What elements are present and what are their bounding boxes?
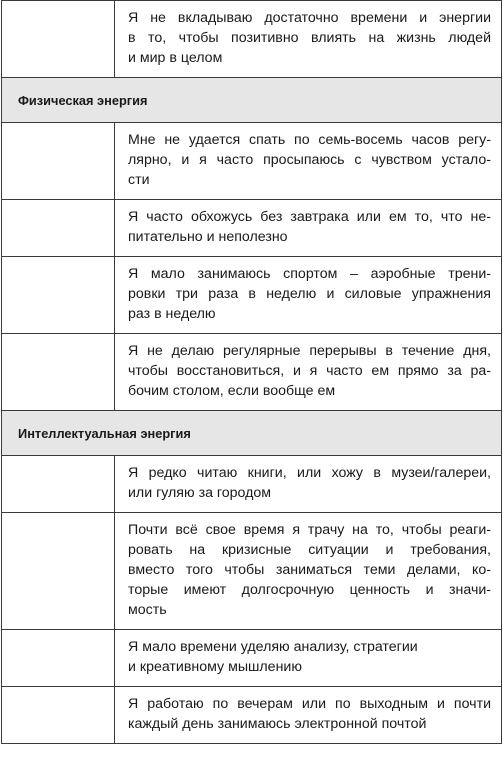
assessment-table <box>1 0 502 744</box>
table-row <box>2 630 502 687</box>
statement-line: Я часто обхожусь без завтрака или ем то, что не- <box>128 209 491 225</box>
statement-cell <box>115 513 502 630</box>
statement-line: Мне не удается спать по семь-восемь часов регу- <box>128 132 491 148</box>
statement-line: или гуляю за городом <box>128 485 272 501</box>
statement-line: Я работаю по вечерам или по выходным и почти <box>128 696 491 712</box>
statement-line: Я мало занимаюсь спортом – аэробные трени- <box>128 266 491 282</box>
statement-line: каждый день занимаюсь электронной почтой <box>128 716 427 732</box>
checkbox-cell <box>2 1 115 78</box>
section-header-row <box>2 411 502 456</box>
checkbox-cell <box>2 257 115 334</box>
statement-line: раз в неделю <box>128 306 216 322</box>
statement-line: Я не вкладываю достаточно времени и энергии <box>128 10 491 26</box>
statement-cell <box>115 123 502 200</box>
statement-cell <box>115 630 502 687</box>
checkbox-cell <box>2 687 115 744</box>
statement-line: ровки три раза в неделю и силовые упражнения <box>128 286 491 302</box>
statement-line: ровать на кризисные ситуации и требования, <box>128 542 491 558</box>
statement-line: Я не делаю регулярные перерывы в течение дня, <box>128 343 491 359</box>
table-row <box>2 1 502 78</box>
statement-line: торые имеют долгосрочную ценность и значи- <box>128 582 491 598</box>
statement-cell <box>115 1 502 78</box>
statement-line: сти <box>128 172 150 188</box>
statement-cell <box>115 334 502 411</box>
table-row <box>2 200 502 257</box>
statement-line: мость <box>128 602 167 618</box>
table-row <box>2 513 502 630</box>
section-header-row <box>2 78 502 123</box>
checkbox-cell <box>2 456 115 513</box>
statement-cell <box>115 687 502 744</box>
table-row <box>2 334 502 411</box>
table-row <box>2 123 502 200</box>
statement-line: Я редко читаю книги, или хожу в музеи/галереи, <box>128 465 491 481</box>
statement-line: чтобы восстановиться, и я часто ем прямо за ра- <box>128 363 491 379</box>
checkbox-cell <box>2 513 115 630</box>
statement-line: питательно и неполезно <box>128 229 288 245</box>
checkbox-cell <box>2 123 115 200</box>
table-row <box>2 257 502 334</box>
statement-line: бочим столом, если вообще ем <box>128 383 336 399</box>
statement-line: Почти всё свое время я трачу на то, чтобы реаги- <box>128 522 491 538</box>
table-row <box>2 687 502 744</box>
statement-line: и креативному мышлению <box>128 659 302 675</box>
section-title: Интеллектуальная энергия <box>2 411 502 456</box>
statement-line: лярно, и я часто просыпаюсь с чувством устало- <box>128 152 491 168</box>
statement-line: в то, чтобы позитивно влиять на жизнь людей <box>128 30 491 46</box>
section-title: Физическая энергия <box>2 78 502 123</box>
checkbox-cell <box>2 334 115 411</box>
statement-line: Я мало времени уделяю анализу, стратегии <box>128 639 418 655</box>
statement-cell <box>115 200 502 257</box>
statement-cell <box>115 456 502 513</box>
checkbox-cell <box>2 200 115 257</box>
statement-line: вместо того чтобы заниматься теми делами, ко- <box>128 562 491 578</box>
statement-cell <box>115 257 502 334</box>
checkbox-cell <box>2 630 115 687</box>
table-row <box>2 456 502 513</box>
statement-line: и мир в целом <box>128 50 223 66</box>
